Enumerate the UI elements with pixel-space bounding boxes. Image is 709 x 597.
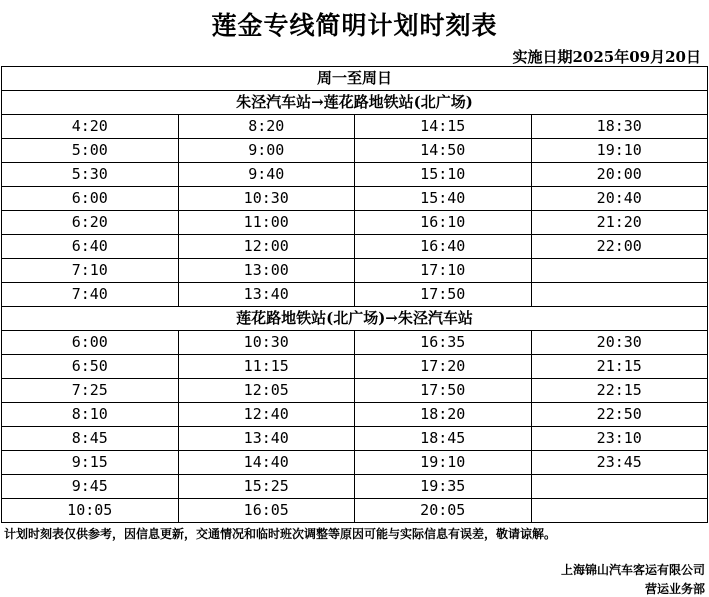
departure-time-cell: 16:35 xyxy=(355,331,532,355)
table-row xyxy=(2,187,708,211)
table-row xyxy=(2,427,708,451)
departure-time-cell: 18:30 xyxy=(531,115,708,139)
departure-time-cell: 18:45 xyxy=(355,427,532,451)
departure-time-cell xyxy=(531,259,708,283)
departure-time-cell: 8:20 xyxy=(178,115,355,139)
table-row xyxy=(2,163,708,187)
departure-time-cell: 17:20 xyxy=(355,355,532,379)
departure-time-cell xyxy=(531,283,708,307)
table-row xyxy=(2,139,708,163)
period-row xyxy=(2,67,708,91)
departure-time-cell: 21:20 xyxy=(531,211,708,235)
table-row xyxy=(2,235,708,259)
departure-time-cell: 9:40 xyxy=(178,163,355,187)
timetable-body xyxy=(2,67,708,523)
departure-time-cell: 19:35 xyxy=(355,475,532,499)
departure-time-cell: 16:05 xyxy=(178,499,355,523)
departure-time-cell: 8:45 xyxy=(2,427,179,451)
departure-time-cell: 14:40 xyxy=(178,451,355,475)
departure-time-cell: 10:30 xyxy=(178,331,355,355)
departure-time-cell: 9:15 xyxy=(2,451,179,475)
departure-time-cell: 6:00 xyxy=(2,187,179,211)
departure-time-cell: 17:50 xyxy=(355,379,532,403)
table-row xyxy=(2,115,708,139)
direction-header-row xyxy=(2,307,708,331)
table-row xyxy=(2,259,708,283)
departure-time-cell: 4:20 xyxy=(2,115,179,139)
departure-time-cell: 18:20 xyxy=(355,403,532,427)
departure-time-cell: 11:15 xyxy=(178,355,355,379)
company-name: 上海锦山汽车客运有限公司 xyxy=(560,563,705,577)
disclaimer-note: 计划时刻表仅供参考，因信息更新，交通情况和临时班次调整等原因可能与实际信息有误差，敬请谅解。 xyxy=(4,527,557,541)
departure-time-cell: 20:30 xyxy=(531,331,708,355)
period-header: 周一至周日 xyxy=(2,67,708,91)
departure-time-cell: 6:40 xyxy=(2,235,179,259)
departure-time-cell: 10:05 xyxy=(2,499,179,523)
departure-time-cell: 20:40 xyxy=(531,187,708,211)
departure-time-cell: 20:05 xyxy=(355,499,532,523)
direction-header-row xyxy=(2,91,708,115)
departure-time-cell: 5:00 xyxy=(2,139,179,163)
table-row xyxy=(2,451,708,475)
table-row xyxy=(2,283,708,307)
departure-time-cell: 17:10 xyxy=(355,259,532,283)
departure-time-cell xyxy=(531,499,708,523)
table-row xyxy=(2,499,708,523)
table-row xyxy=(2,475,708,499)
direction-header: 朱泾汽车站→莲花路地铁站(北广场) xyxy=(2,91,708,115)
departure-time-cell: 12:05 xyxy=(178,379,355,403)
direction-header: 莲花路地铁站(北广场)→朱泾汽车站 xyxy=(2,307,708,331)
departure-time-cell: 12:40 xyxy=(178,403,355,427)
departure-time-cell: 6:00 xyxy=(2,331,179,355)
table-row xyxy=(2,403,708,427)
departure-time-cell: 9:00 xyxy=(178,139,355,163)
table-row xyxy=(2,331,708,355)
departure-time-cell: 6:20 xyxy=(2,211,179,235)
departure-time-cell: 12:00 xyxy=(178,235,355,259)
departure-time-cell: 13:40 xyxy=(178,427,355,451)
departure-time-cell: 21:15 xyxy=(531,355,708,379)
timetable xyxy=(1,66,708,523)
departure-time-cell: 16:10 xyxy=(355,211,532,235)
departure-time-cell: 20:00 xyxy=(531,163,708,187)
department-name: 营运业务部 xyxy=(644,582,705,596)
page-title: 莲金专线简明计划时刻表 xyxy=(211,11,498,40)
departure-time-cell: 22:50 xyxy=(531,403,708,427)
departure-time-cell: 9:45 xyxy=(2,475,179,499)
departure-time-cell: 23:10 xyxy=(531,427,708,451)
table-row xyxy=(2,379,708,403)
departure-time-cell: 22:15 xyxy=(531,379,708,403)
departure-time-cell: 10:30 xyxy=(178,187,355,211)
departure-time-cell: 13:00 xyxy=(178,259,355,283)
departure-time-cell: 15:40 xyxy=(355,187,532,211)
departure-time-cell: 19:10 xyxy=(355,451,532,475)
departure-time-cell: 5:30 xyxy=(2,163,179,187)
table-row xyxy=(2,211,708,235)
departure-time-cell: 11:00 xyxy=(178,211,355,235)
departure-time-cell: 17:50 xyxy=(355,283,532,307)
departure-time-cell: 7:25 xyxy=(2,379,179,403)
departure-time-cell: 7:40 xyxy=(2,283,179,307)
departure-time-cell: 8:10 xyxy=(2,403,179,427)
departure-time-cell: 6:50 xyxy=(2,355,179,379)
departure-time-cell: 19:10 xyxy=(531,139,708,163)
departure-time-cell: 7:10 xyxy=(2,259,179,283)
departure-time-cell: 13:40 xyxy=(178,283,355,307)
departure-time-cell: 14:50 xyxy=(355,139,532,163)
departure-time-cell: 14:15 xyxy=(355,115,532,139)
departure-time-cell: 16:40 xyxy=(355,235,532,259)
departure-time-cell xyxy=(531,475,708,499)
departure-time-cell: 15:10 xyxy=(355,163,532,187)
table-row xyxy=(2,355,708,379)
departure-time-cell: 15:25 xyxy=(178,475,355,499)
departure-time-cell: 23:45 xyxy=(531,451,708,475)
departure-time-cell: 22:00 xyxy=(531,235,708,259)
effective-date: 实施日期2025年09月20日 xyxy=(512,48,701,66)
